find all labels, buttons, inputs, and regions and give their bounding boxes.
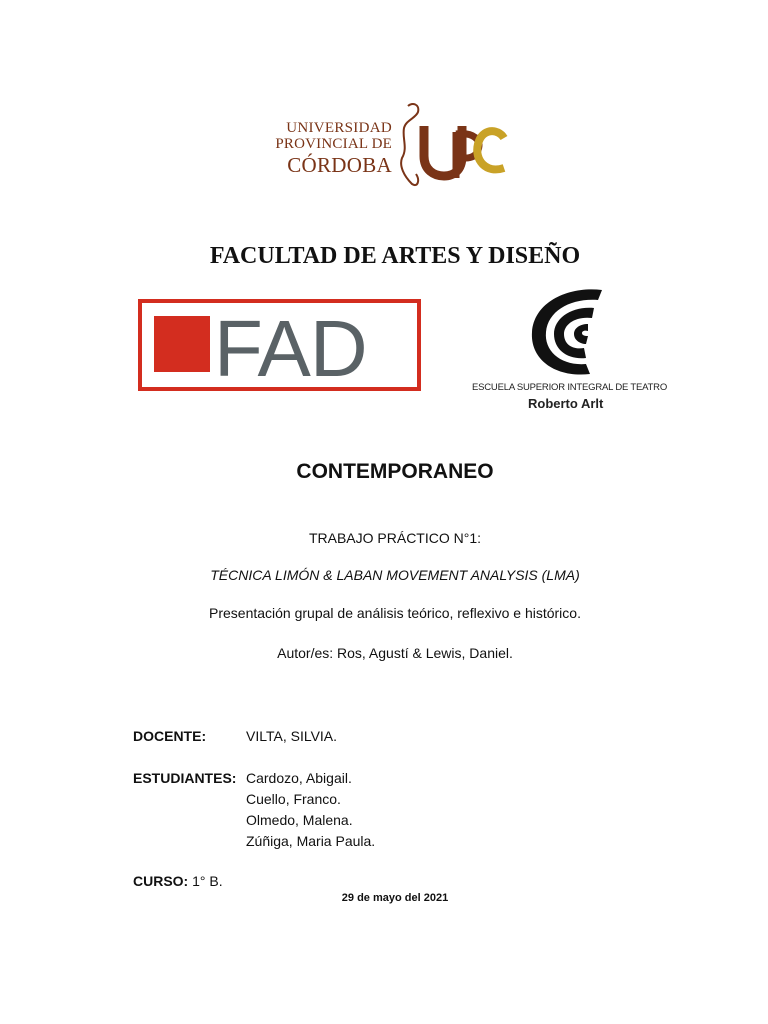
fad-red-square <box>154 316 210 372</box>
student-name: Cuello, Franco. <box>246 791 341 807</box>
technique-title: TÉCNICA LIMÓN & LABAN MOVEMENT ANALYSIS (LMA) <box>210 567 580 583</box>
curso-label: CURSO: <box>133 873 189 889</box>
fad-logo <box>138 299 421 391</box>
theatre-emblem-icon <box>528 286 608 378</box>
teacher-label: DOCENTE: <box>133 728 207 744</box>
course-title: CONTEMPORANEO <box>296 460 494 483</box>
upc-logo-line3: CÓRDOBA <box>287 153 392 177</box>
upc-logo <box>270 98 510 190</box>
authors-line: Autor/es: Ros, Agustí & Lewis, Daniel. <box>277 645 513 661</box>
presentation-description: Presentación grupal de análisis teórico, reflexivo e histórico. <box>209 605 581 621</box>
curso-value: 1° B. <box>192 873 223 889</box>
student-name: Cardozo, Abigail. <box>246 770 352 786</box>
curso-line <box>133 873 223 889</box>
student-name: Olmedo, Malena. <box>246 812 353 828</box>
document-date: 29 de mayo del 2021 <box>341 892 449 904</box>
fad-logo-text: FAD <box>214 304 367 393</box>
students-label: ESTUDIANTES: <box>133 770 237 786</box>
theatre-school-subtitle: Roberto Arlt <box>528 396 604 411</box>
assignment-title: TRABAJO PRÁCTICO N°1: <box>308 530 482 546</box>
upc-logo-line2: PROVINCIAL DE <box>275 136 392 152</box>
upc-mark-icon <box>394 98 510 190</box>
upc-logo-line1: UNIVERSIDAD <box>286 120 392 136</box>
faculty-title: FACULTAD DE ARTES Y DISEÑO <box>209 243 581 269</box>
theatre-school-logo <box>472 286 682 418</box>
theatre-school-name: ESCUELA SUPERIOR INTEGRAL DE TEATRO <box>472 382 668 393</box>
student-name: Zúñiga, Maria Paula. <box>246 833 376 849</box>
teacher-name: VILTA, SILVIA. <box>246 728 338 744</box>
